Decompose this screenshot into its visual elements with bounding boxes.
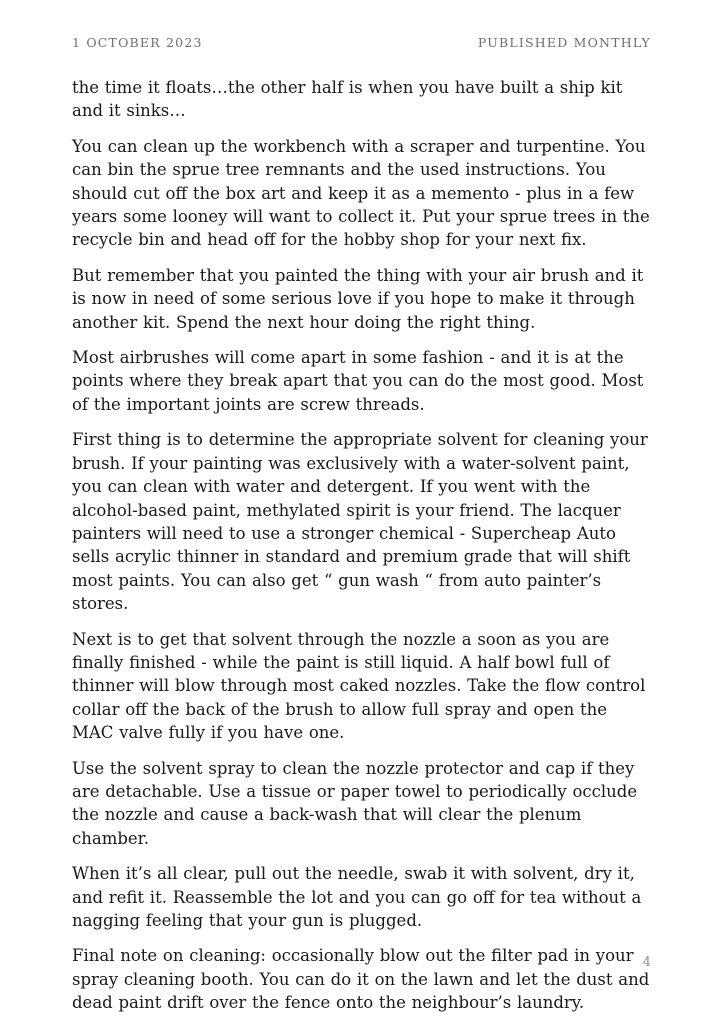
document-page bbox=[72, 0, 651, 1023]
publication-frequency: PUBLISHED MONTHLY bbox=[477, 35, 651, 50]
article-body bbox=[72, 76, 651, 1015]
paragraph: Most airbrushes will come apart in some fashion - and it is at the points where they break apart that you can do the most good. Most of the important joints are screw threads. bbox=[72, 348, 644, 414]
paragraph: Use the solvent spray to clean the nozzle protector and cap if they are detachable. Use a tissue or paper towel to periodically occlude the nozzle and cause a back-wash that will clear the plenum chamber. bbox=[72, 758, 638, 848]
paragraph: You can clean up the workbench with a scraper and turpentine. You can bin the sprue tree remnants and the used instructions. You should cut off the box art and keep it as a memento - plus in a few years some looney will want to collect it. Put your sprue trees in the recycle bin and head off for the hobby shop for your next fix. bbox=[72, 136, 650, 250]
paragraph: the time it floats…the other half is when you have built a ship kit and it sinks… bbox=[72, 78, 623, 121]
paragraph: Final note on cleaning: occasionally blow out the filter pad in your spray cleaning booth. You can do it on the lawn and let the dust and dead paint drift over the fence onto the neighbour’s laundry. bbox=[72, 946, 650, 1013]
page-number: 4 bbox=[642, 955, 651, 970]
paragraph: But remember that you painted the thing with your air brush and it is now in need of some serious love if you hope to make it through another kit. Spend the next hour doing the right thing. bbox=[72, 265, 644, 332]
paragraph: First thing is to determine the appropriate solvent for cleaning your brush. If your painting was exclusively with a water-solvent paint, you can clean with water and detergent. If you went with the alcohol-based paint, methylated spirit is your friend. The lacquer painters will need to use a stronger chemical - Supercheap Auto sells acrylic thinner in standard and premium grade that will shift most paints. You can also get “ gun wash “ from auto painter’s stores. bbox=[72, 430, 648, 614]
paragraph: When it’s all clear, pull out the needle, swab it with solvent, dry it, and refit it. Reassemble the lot and you can go off for tea without a nagging feeling that your gun is plugged. bbox=[72, 864, 642, 930]
page-header bbox=[72, 0, 651, 49]
issue-date: 1 OCTOBER 2023 bbox=[72, 35, 203, 50]
paragraph: Next is to get that solvent through the nozzle a soon as you are finally finished - while the paint is still liquid. A half bowl full of thinner will blow through most caked nozzles. Take the flow control collar off the back of the brush to allow full spray and open the MAC valve fully if you have one. bbox=[72, 629, 646, 743]
